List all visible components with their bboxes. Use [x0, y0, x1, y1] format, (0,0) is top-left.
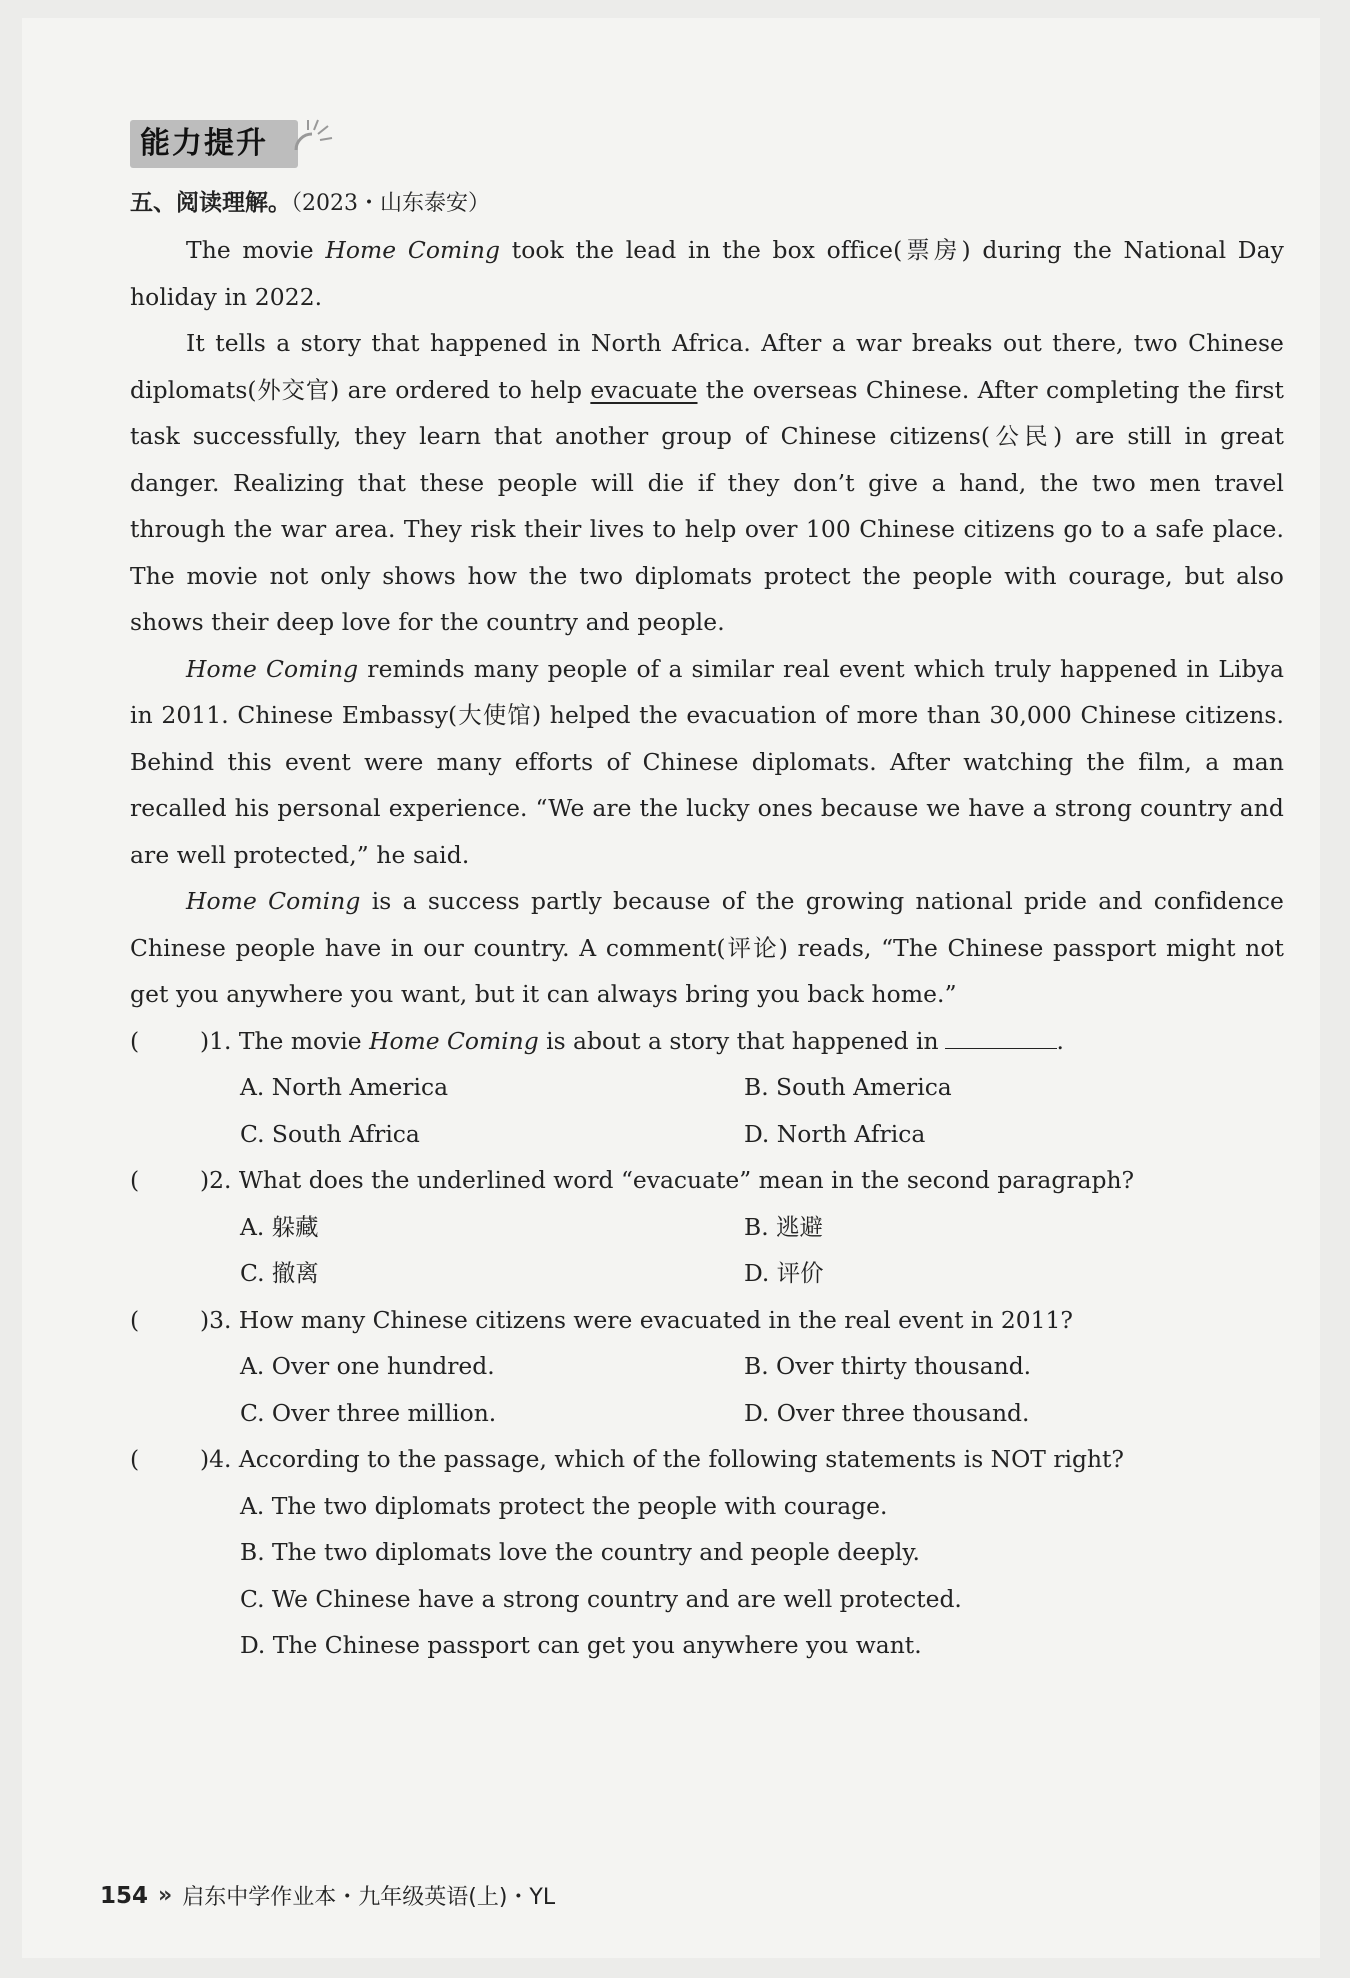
p1-text-b: took the lead in the box office(票房) during the National Day holiday in 2022. [130, 236, 1284, 311]
option-d[interactable]: D. 评价 [744, 1259, 824, 1287]
section-label: 五、阅读理解。 [130, 190, 291, 216]
option-b[interactable]: B. 逃避 [744, 1212, 823, 1241]
q1-stem-b: is about a story that happened in [538, 1026, 939, 1055]
section-heading [130, 186, 1284, 221]
page-content [130, 116, 1284, 1669]
question-stem: )4. According to the passage, which of the following statements is NOT right? [200, 1445, 1124, 1473]
q1-stem-a: )1. The movie [200, 1026, 370, 1055]
sunburst-icon [292, 116, 336, 156]
banner-title: 能力提升 [140, 126, 268, 161]
p3-text: reminds many people of a similar real event which truly happened in Libya in 2011. Chinese Embassy(大使馆) helped the evacuation of more than 30,000 Chinese citizens. Behind this event were many efforts of Chinese diplomats. After watching the film, a man recalled his personal experience. “We are the lucky ones because we have a strong country and are well protected,” he said. [130, 654, 1285, 869]
options-grid [130, 1204, 1284, 1297]
question-3 [130, 1297, 1284, 1437]
option-a[interactable]: A. North America [240, 1073, 449, 1101]
p1-text-a: The movie [186, 236, 326, 264]
option-d[interactable]: D. Over three thousand. [744, 1398, 1030, 1427]
question-stem: )2. What does the underlined word “evacuate” mean in the second paragraph? [200, 1166, 1135, 1194]
options-list [130, 1483, 1284, 1669]
options-grid [130, 1343, 1284, 1436]
option-c[interactable]: C. South Africa [240, 1119, 420, 1148]
q1-period: . [1056, 1026, 1064, 1055]
option-b[interactable]: B. South America [744, 1073, 952, 1101]
p4-movie-title: Home Coming [186, 887, 361, 915]
p1-movie-title: Home Coming [325, 236, 501, 264]
option-c[interactable]: C. We Chinese have a strong country and are well protected. [240, 1584, 962, 1613]
passage-paragraph-3 [130, 646, 1284, 879]
book-title: 启东中学作业本・九年级英语(上)・YL [182, 1885, 556, 1910]
option-b[interactable]: B. The two diplomats love the country and people deeply. [240, 1538, 920, 1566]
options-grid [130, 1064, 1284, 1157]
question-stem [200, 1018, 1064, 1065]
question-1 [130, 1018, 1284, 1158]
option-c[interactable]: C. 撤离 [240, 1259, 319, 1287]
chevron-right-icon: » [158, 1883, 173, 1908]
answer-blank-paren[interactable]: ( [130, 1305, 140, 1334]
underlined-word: evacuate [590, 375, 698, 404]
question-4 [130, 1436, 1284, 1669]
option-d[interactable]: D. The Chinese passport can get you anywhere you want. [240, 1631, 922, 1659]
page-footer [100, 1880, 555, 1911]
passage-paragraph-4 [130, 878, 1284, 1018]
question-stem: )3. How many Chinese citizens were evacuated in the real event in 2011? [200, 1305, 1073, 1334]
option-a[interactable]: A. The two diplomats protect the people with courage. [240, 1491, 888, 1520]
question-2 [130, 1157, 1284, 1297]
answer-blank-paren[interactable]: ( [130, 1026, 140, 1055]
p2-text-b: the overseas Chinese. After completing the first task successfully, they learn that another group of Chinese citizens(公民) are still in great danger. Realizing that these people will die if they don’t give a hand, the two men travel through the war area. They risk their lives to help over 100 Chinese citizens go to a safe place. The movie not only shows how the two diplomats protect the people with courage, but also shows their deep love for the country and people. [130, 375, 1285, 636]
answer-blank-paren[interactable]: ( [130, 1445, 140, 1473]
answer-blank-paren[interactable]: ( [130, 1166, 140, 1194]
option-a[interactable]: A. Over one hundred. [240, 1352, 495, 1380]
page-number: 154 [100, 1882, 149, 1909]
section-banner [130, 116, 340, 172]
section-source: （2023・山东泰安） [291, 191, 490, 216]
fill-in-blank[interactable] [945, 1022, 1057, 1049]
passage-paragraph-1 [130, 227, 1284, 320]
workbook-page [22, 18, 1320, 1958]
option-a[interactable]: A. 躲藏 [240, 1212, 319, 1241]
q1-movie-title: Home Coming [369, 1026, 539, 1055]
option-d[interactable]: D. North Africa [744, 1119, 926, 1148]
option-c[interactable]: C. Over three million. [240, 1398, 497, 1427]
p3-movie-title: Home Coming [186, 654, 359, 683]
p4-text: is a success partly because of the growing national pride and confidence Chinese people have in our country. A comment(评论) reads, “The Chinese passport might not get you anywhere you want, but it can always bring you back home.” [130, 887, 1284, 1008]
option-b[interactable]: B. Over thirty thousand. [744, 1352, 1032, 1380]
p2-text-a: It tells a story that happened in North Africa. After a war breaks out there, two Chinese diplomats(外交官) are ordered to help [130, 329, 1284, 404]
passage-paragraph-2 [130, 320, 1284, 646]
